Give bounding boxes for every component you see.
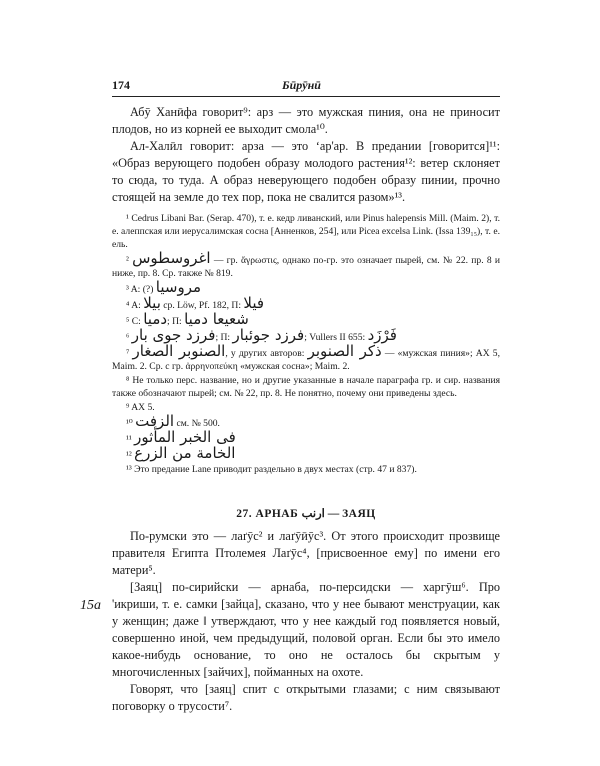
paragraph-5: Говорят, что [заяц] спит с открытыми глазами; с ним связывают поговорку о трусости⁷.	[112, 682, 500, 713]
header-rule	[112, 96, 500, 97]
footnote-2-arabic: اغروسطوس	[132, 249, 211, 267]
page-number: 174	[112, 78, 130, 92]
paragraph-4: [Заяц] по-сирийски — арнаба, по-персидски — харгӯш⁶. Про 'икриши, т. е. самки [зайца], сказано, что у нее бывают менструации, как у женщин; даже ‖ утверждают, что у нее каждый год появляется новый, совершенно иной, чем предыдущий, половой орган. Если бы это имело какое-нибудь основание, то оно не осталось бы скрытым у многочисленных [зайчих], пойманных на охоте.	[112, 580, 500, 679]
footnote-1: ¹ Cedrus Libani Bar. (Serap. 470), т. е. кедр ливанский, или Pinus halepensis Mill. (Maim. 2), т. е. алеппская или иерусалимская сосна [Анненков, 254], или Picea excelsa Link. (Issa 139₁₅), т. е. ель.	[112, 213, 500, 250]
footnote-9: ⁹ AX 5.	[126, 402, 155, 413]
paragraph-2: Ал-Халӣл говорит: арза — это ʻар'ар. В предании [говорится]¹¹: «Образ верующего подобен образу молодого растения¹²: ветер склоняет то сюда, то туда. А образ неверующего подобен образу пинии, прочно стоящей на земле до тех пор, пока не свалится разом»¹³.	[112, 139, 500, 204]
footnote-2: ² اغروسطوس — гр. ἄγρωστις, однако по-гр. это означает пырей, см. № 22. пр. 8 и ниже, пр. 8. Ср. также № 819.	[112, 249, 500, 279]
footnote-11: ¹¹ فى الخبر المأثور	[126, 428, 236, 446]
paragraph-3: По-румски это — лаґӯс² и лаґӯӣӯс³. От этого происходит прозвище правителя Египта Птолемея Лаґӯс⁴, [присвоенное ему] по имени его матери⁵.	[112, 529, 500, 577]
footnote-7: ⁷ الصنوبر الصغار, у других авторов: ذكر الصنوبر — «мужская пиния»; AX 5, Maim. 2. Ср. с гр. ἀρρηνοπεύκη «мужская сосна»; Maim. 2.	[112, 342, 501, 372]
footnotes	[112, 212, 500, 477]
footnote-4: ⁴ A: بيلا ср. Löw, Pf. 182, П: فيلا	[126, 294, 265, 312]
main-text-top	[112, 104, 500, 206]
main-text-bottom	[112, 528, 500, 715]
footnote-2-text: — гр. ἄγρωστις, однако по-гр. это означает пырей, см. № 22. пр. 8 и ниже, пр. 8. Ср. также № 819.	[112, 255, 500, 279]
running-title: Бӣрӯнӣ	[282, 78, 321, 92]
section-title: 27. АРНАБ ارنب — ЗАЯЦ	[236, 508, 376, 520]
footnote-6: ⁶ فرزد جوى بار; П: فرزد جوئبار; Vullers II 655: فَرْزَد	[126, 326, 397, 344]
paragraph-1: Абӯ Ханӣфа говорит⁹: арз — это мужская пиния, она не приносит плодов, но из корней ее выходит смола¹⁰.	[112, 105, 500, 136]
footnote-10: ¹⁰ الزفت см. № 500.	[126, 412, 220, 430]
footnote-8: ⁸ Не только перс. название, но и другие указанные в начале параграфа гр. и сир. названия также обозначают пырей; см. № 22, пр. 8. Не понятно, почему они приведены здесь.	[112, 375, 500, 399]
footnote-3: ³ A: (?) مروسيا	[126, 278, 202, 296]
footnote-5: ⁵ C: دميا; П: شعيعا دميا	[126, 310, 249, 328]
page-header	[112, 78, 500, 100]
footnote-13: ¹³ Это предание Lane приводит раздельно в двух местах (стр. 47 и 837).	[126, 464, 417, 475]
footnote-12: ¹² الخامة من الزرع	[126, 444, 236, 462]
margin-folio-note: 15а	[80, 598, 101, 613]
